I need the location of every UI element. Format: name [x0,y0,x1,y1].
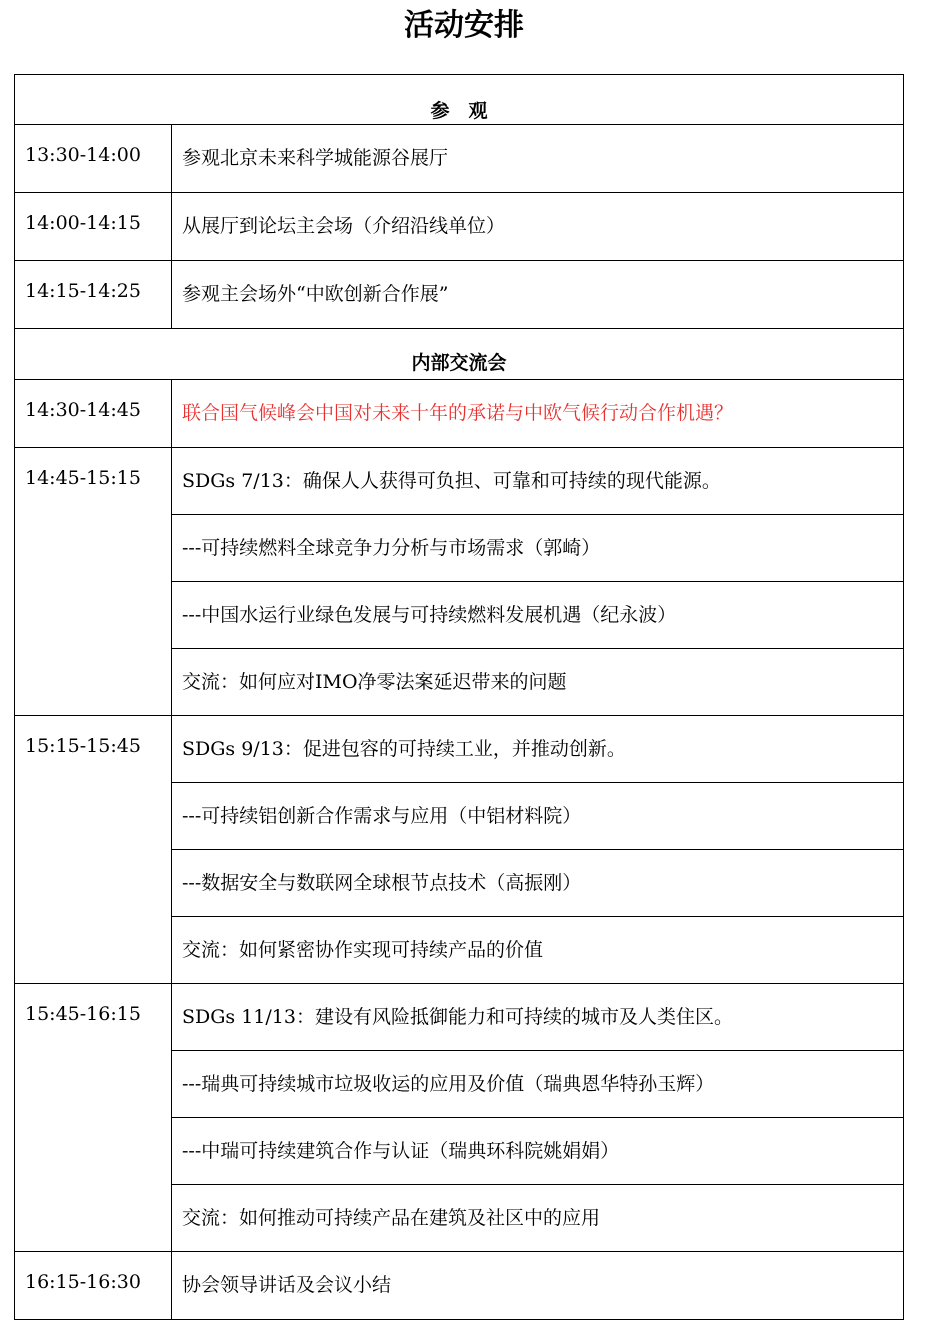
table-row [15,193,904,261]
section-row-visit [15,75,904,125]
item-cell: ---可持续铝创新合作需求与应用（中铝材料院） [172,783,904,850]
item-cell: ---中国水运行业绿色发展与可持续燃料发展机遇（纪永波） [172,582,904,649]
table-row [15,125,904,193]
item-cell: SDGs 7/13：确保人人获得可负担、可靠和可持续的现代能源。 [172,448,904,515]
item-cell: ---可持续燃料全球竞争力分析与市场需求（郭崎） [172,515,904,582]
time-cell: 13:30-14:00 [15,125,172,193]
table-row [15,261,904,329]
item-cell: SDGs 9/13：促进包容的可持续工业，并推动创新。 [172,716,904,783]
time-cell: 14:00-14:15 [15,193,172,261]
time-cell: 14:45-15:15 [15,448,172,716]
item-cell: 交流：如何推动可持续产品在建筑及社区中的应用 [172,1185,904,1252]
time-cell: 15:15-15:45 [15,716,172,984]
table-row [15,448,904,515]
page-title: 活动安排 [404,8,524,43]
item-cell: 协会领导讲话及会议小结 [172,1252,904,1320]
section-row-internal [15,329,904,380]
item-cell: ---数据安全与数联网全球根节点技术（高振刚） [172,850,904,917]
section-title: 参 观 [15,75,904,125]
item-cell: 交流：如何紧密协作实现可持续产品的价值 [172,917,904,984]
time-cell: 15:45-16:15 [15,984,172,1252]
table-row [15,380,904,448]
table-row [15,716,904,783]
section-title: 内部交流会 [15,329,904,380]
item-cell: 交流：如何应对IMO净零法案延迟带来的问题 [172,649,904,716]
item-cell: ---中瑞可持续建筑合作与认证（瑞典环科院姚娟娟） [172,1118,904,1185]
time-cell: 14:30-14:45 [15,380,172,448]
table-row [15,1252,904,1320]
item-cell: 从展厅到论坛主会场（介绍沿线单位） [172,193,904,261]
item-cell: 参观北京未来科学城能源谷展厅 [172,125,904,193]
time-cell: 16:15-16:30 [15,1252,172,1320]
item-cell: SDGs 11/13：建设有风险抵御能力和可持续的城市及人类住区。 [172,984,904,1051]
item-cell-highlight: 联合国气候峰会中国对未来十年的承诺与中欧气候行动合作机遇？ [172,380,904,448]
table-row [15,984,904,1051]
time-cell: 14:15-14:25 [15,261,172,329]
item-cell: ---瑞典可持续城市垃圾收运的应用及价值（瑞典恩华特孙玉辉） [172,1051,904,1118]
agenda-table [14,74,904,1320]
item-cell: 参观主会场外“中欧创新合作展” [172,261,904,329]
